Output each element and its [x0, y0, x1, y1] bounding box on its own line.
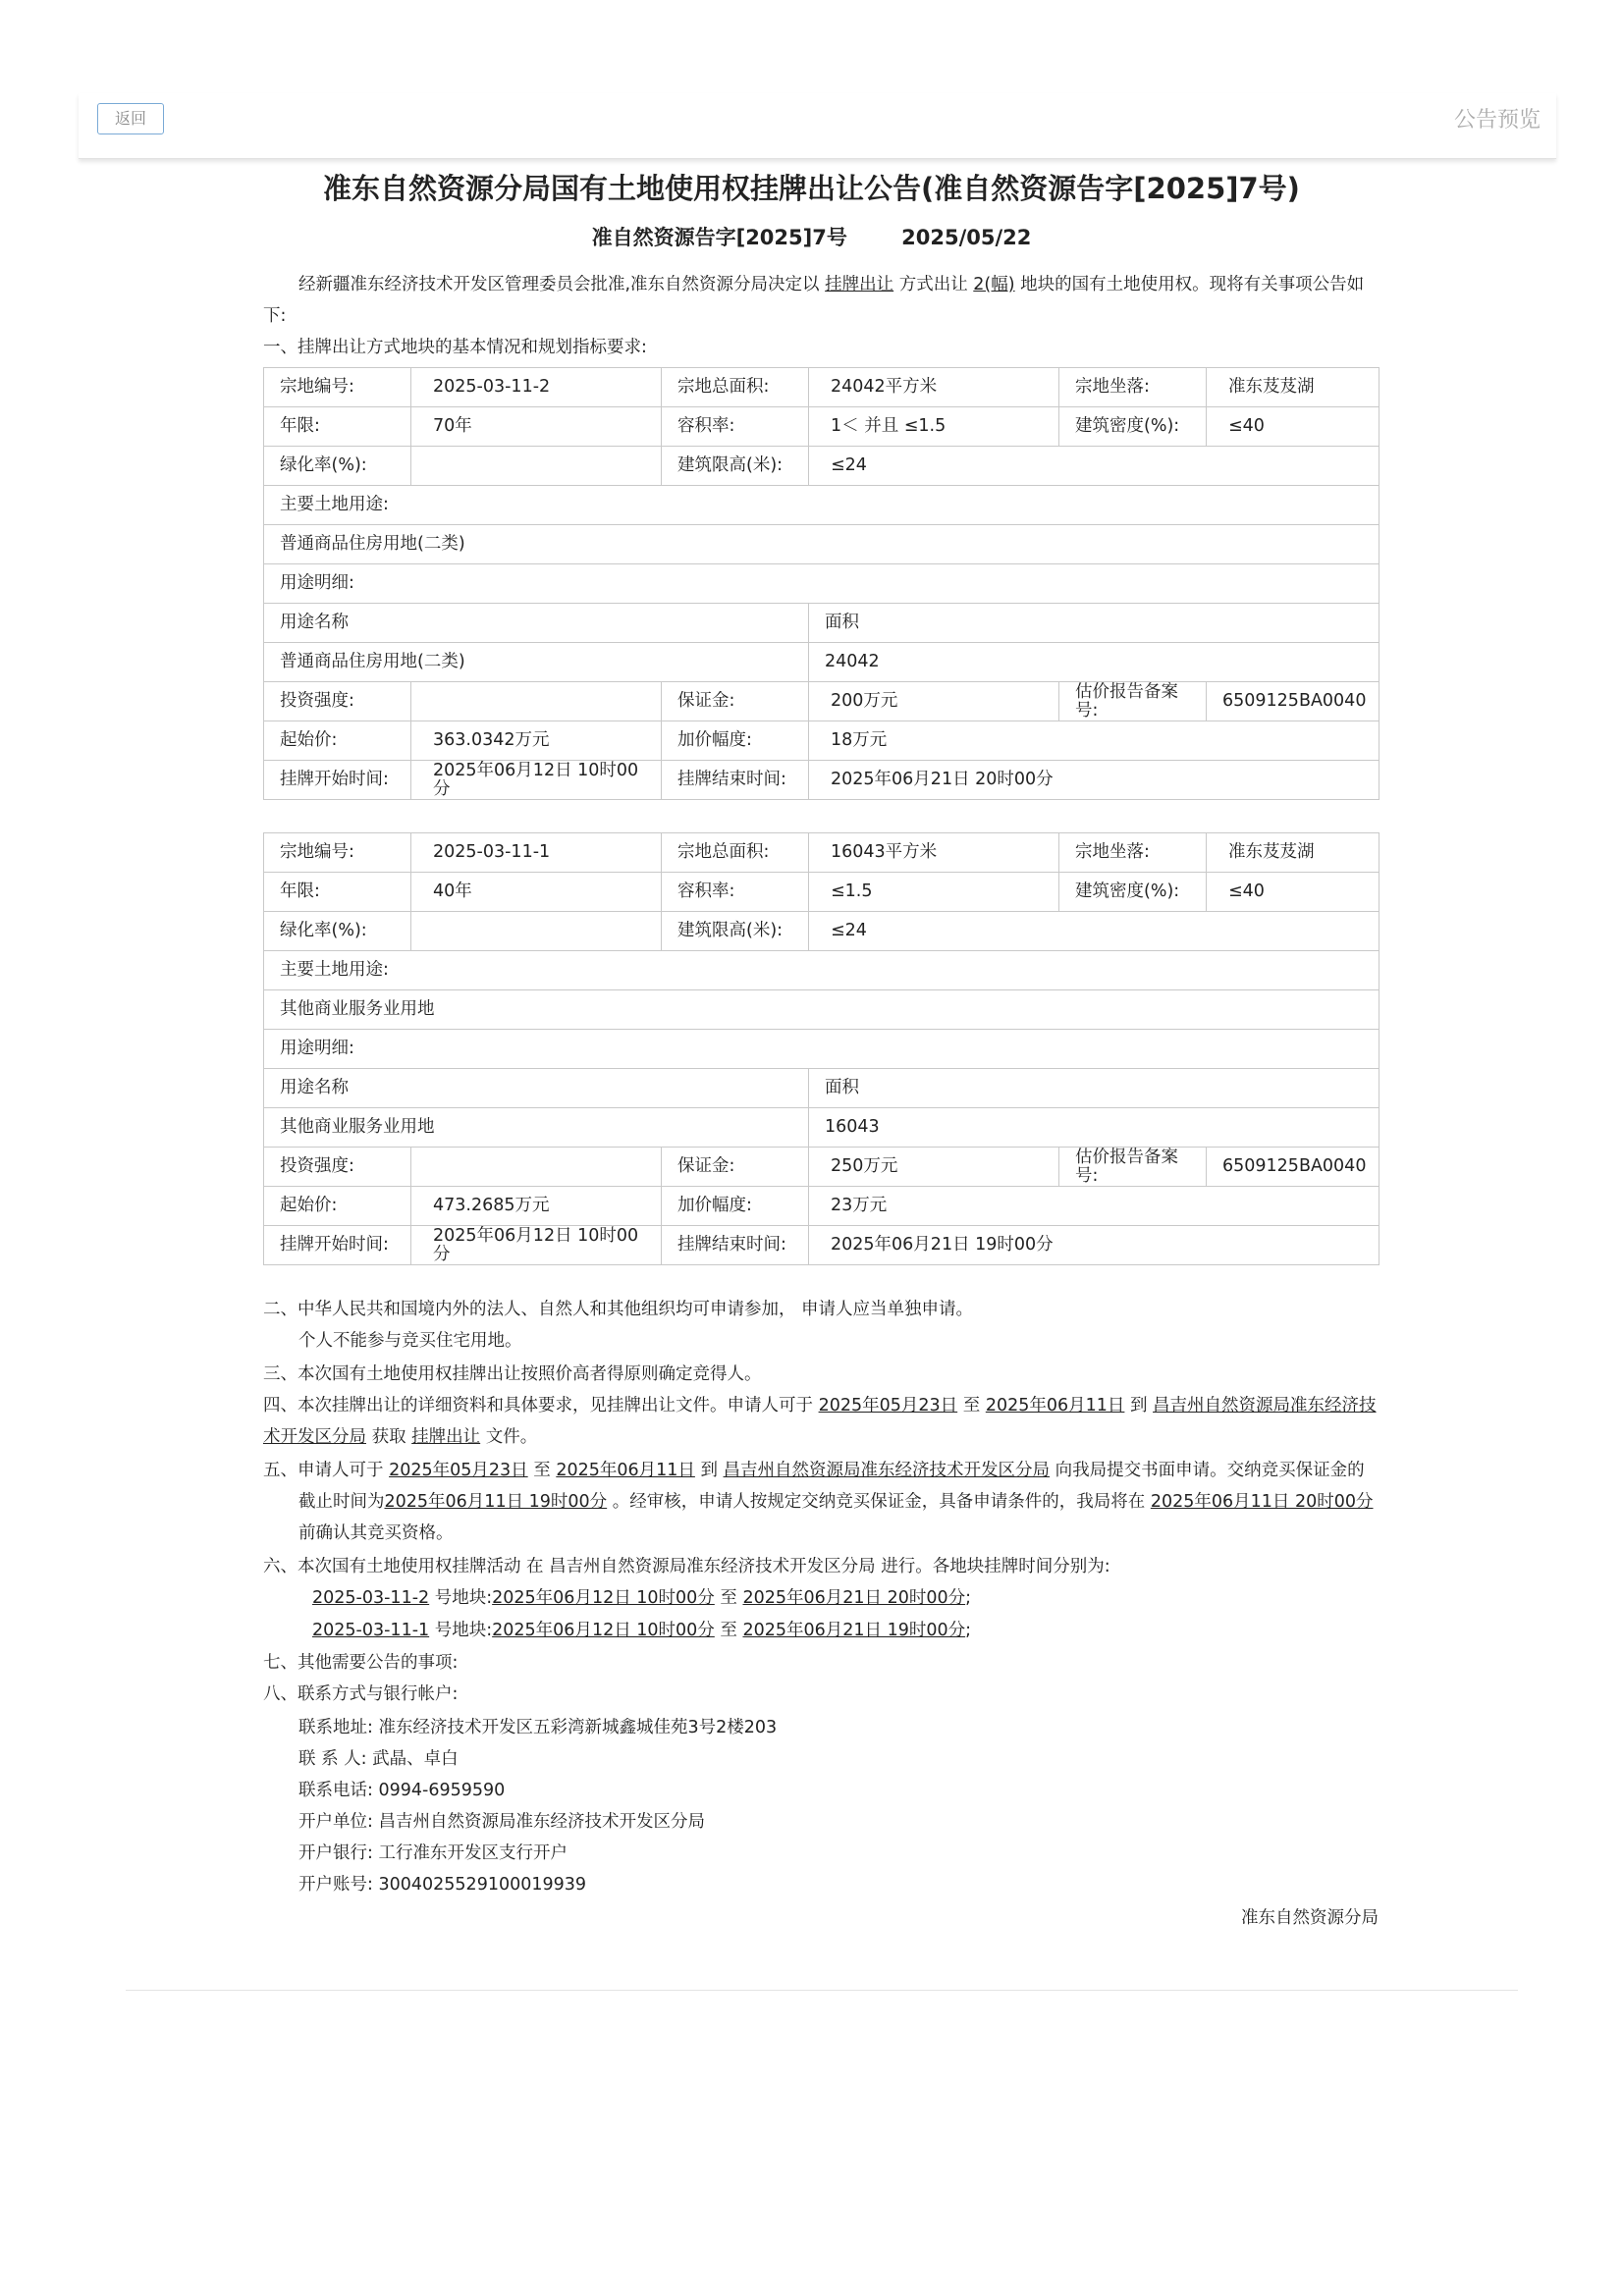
table-label: 面积	[809, 1069, 1380, 1108]
section-4	[263, 1390, 1379, 1453]
section-1-heading: 一、挂牌出让方式地块的基本情况和规划指标要求:	[263, 338, 647, 357]
table-row	[264, 721, 1380, 761]
contact-person	[298, 1743, 1379, 1775]
table-row	[264, 1226, 1380, 1265]
table-label: 容积率:	[662, 873, 809, 912]
contact-label: 开户账号:	[298, 1875, 373, 1895]
table-row	[264, 1108, 1380, 1148]
s6-text: ;	[965, 1621, 972, 1640]
intro-text: 方式出让	[898, 275, 968, 294]
section-7: 七、其他需要公告的事项:	[263, 1653, 459, 1673]
s4-text: 四、本次挂牌出让的详细资料和具体要求，见挂牌出让文件。申请人可于	[263, 1396, 813, 1415]
table-label: 用途明细:	[264, 564, 1380, 604]
table-row	[264, 912, 1380, 951]
section-6-row	[263, 1615, 1379, 1646]
table-label: 用途明细:	[264, 1030, 1380, 1069]
s5-text: 到	[700, 1461, 718, 1480]
table-label: 建筑限高(米):	[662, 447, 809, 486]
table-cell: 473.2685万元	[411, 1187, 662, 1226]
s4-text: 文件。	[485, 1427, 538, 1447]
table-label: 加价幅度:	[662, 1187, 809, 1226]
table-label: 保证金:	[662, 682, 809, 721]
table-label: 其他商业服务业用地	[264, 990, 1380, 1030]
table-cell: 18万元	[809, 721, 1380, 761]
table-label: 起始价:	[264, 721, 411, 761]
footer-divider	[126, 1990, 1518, 1991]
table-label: 挂牌开始时间:	[264, 1226, 411, 1265]
table-label: 6509125BA0040	[1207, 1148, 1380, 1187]
table-cell: 24042平方米	[809, 368, 1059, 407]
s5-date: 2025年06月11日	[556, 1461, 695, 1480]
table-label: 普通商品住房用地(二类)	[264, 525, 1380, 564]
table-cell	[411, 682, 662, 721]
s6-start: 2025年06月12日 10时00分	[492, 1588, 715, 1608]
contact-block	[263, 1712, 1379, 1900]
table-row	[264, 833, 1380, 873]
table-label: 绿化率(%):	[264, 912, 411, 951]
s6-end: 2025年06月21日 20时00分	[742, 1588, 966, 1608]
table-label: 容积率:	[662, 407, 809, 447]
table-row	[264, 682, 1380, 721]
table-cell: 2025年06月12日 10时00分	[411, 761, 662, 800]
table-cell: 16043平方米	[809, 833, 1059, 873]
intro-text: 地块的国有土地使用权。现将有关事项公告如下:	[263, 275, 1365, 326]
table-label: 年限:	[264, 407, 411, 447]
section-2-line: 二、中华人民共和国境内外的法人、自然人和其他组织均可申请参加， 申请人应当单独申请。	[263, 1300, 974, 1319]
table-label: 其他商业服务业用地	[264, 1108, 809, 1148]
table-label: 加价幅度:	[662, 721, 809, 761]
s4-place: 昌吉州自然资源局准东经济技术开发区分局	[263, 1396, 1377, 1447]
contact-value: 0994-6959590	[378, 1781, 506, 1800]
table-label: 建筑密度(%):	[1059, 407, 1207, 447]
s6-text: 号地块:	[434, 1621, 493, 1640]
s4-file: 挂牌出让	[411, 1427, 481, 1447]
table-label: 起始价:	[264, 1187, 411, 1226]
s6-text: ;	[965, 1588, 972, 1608]
s6-text: 号地块:	[434, 1588, 493, 1608]
table-label: 挂牌开始时间:	[264, 761, 411, 800]
section-3: 三、本次国有土地使用权挂牌出让按照价高者得原则确定竞得人。	[263, 1364, 762, 1384]
table-cell: 200万元	[809, 682, 1059, 721]
table-row	[264, 447, 1380, 486]
s5-text: 前确认其竞买资格。	[298, 1523, 454, 1543]
table-cell: 2025-03-11-1	[411, 833, 662, 873]
table-row	[264, 368, 1380, 407]
s6-text: 进行。各地块挂牌时间分别为:	[881, 1557, 1110, 1576]
table-row	[264, 525, 1380, 564]
table-row	[264, 407, 1380, 447]
s6-start: 2025年06月12日 10时00分	[492, 1621, 715, 1640]
contact-value: 准东经济技术开发区五彩湾新城鑫城佳苑3号2楼203	[378, 1718, 778, 1737]
table-label: 挂牌结束时间:	[662, 1226, 809, 1265]
s4-text: 获取	[371, 1427, 406, 1447]
s6-text: 六、本次国有土地使用权挂牌活动 在	[263, 1557, 544, 1576]
back-button[interactable]: 返回	[97, 103, 164, 134]
table-cell: 2025-03-11-2	[411, 368, 662, 407]
table-cell: 70年	[411, 407, 662, 447]
table-label: 估价报告备案号:	[1059, 682, 1207, 721]
s5-date: 2025年06月11日 19时00分	[384, 1492, 608, 1512]
table-cell: 准东芨芨湖	[1207, 368, 1380, 407]
contact-unit	[298, 1806, 1379, 1838]
s5-place: 昌吉州自然资源局准东经济技术开发区分局	[723, 1461, 1051, 1480]
parcel-table	[263, 832, 1380, 1265]
table-label: 宗地编号:	[264, 833, 411, 873]
intro-count: 2(幅)	[973, 275, 1015, 294]
table-label: 保证金:	[662, 1148, 809, 1187]
table-cell: 2025年06月21日 20时00分	[809, 761, 1380, 800]
intro-text: 经新疆准东经济技术开发区管理委员会批准,准东自然资源分局决定以	[298, 275, 820, 294]
contact-phone	[298, 1775, 1379, 1806]
contact-label: 开户银行:	[298, 1843, 373, 1863]
table-label: 宗地坐落:	[1059, 368, 1207, 407]
table-cell: 40年	[411, 873, 662, 912]
table-label: 挂牌结束时间:	[662, 761, 809, 800]
s4-text: 到	[1129, 1396, 1148, 1415]
table-row	[264, 643, 1380, 682]
table-cell: ≤24	[809, 912, 1380, 951]
table-row	[264, 486, 1380, 525]
s5-text: 向我局提交书面申请。交纳竞买保证金的截止时间为	[298, 1461, 1365, 1512]
table-label: 面积	[809, 604, 1380, 643]
contact-label: 联 系 人:	[298, 1749, 367, 1769]
table-row	[264, 1069, 1380, 1108]
contact-label: 开户单位:	[298, 1812, 373, 1832]
table-row	[264, 564, 1380, 604]
document-title: 准东自然资源分局国有土地使用权挂牌出让公告(准自然资源告字[2025]7号)	[323, 172, 1300, 205]
s6-parcel-no: 2025-03-11-1	[312, 1621, 430, 1640]
contact-bank	[298, 1838, 1379, 1869]
s5-text: 。经审核，申请人按规定交纳竞买保证金，具备申请条件的，我局将在	[612, 1492, 1146, 1512]
document-number: 准自然资源告字[2025]7号	[591, 226, 847, 249]
table-row	[264, 1187, 1380, 1226]
table-label: 投资强度:	[264, 682, 411, 721]
s6-text: 至	[720, 1621, 737, 1640]
table-label: 24042	[809, 643, 1380, 682]
section-8: 八、联系方式与银行帐户:	[263, 1684, 459, 1704]
s5-date: 2025年05月23日	[389, 1461, 528, 1480]
table-label: 普通商品住房用地(二类)	[264, 643, 809, 682]
s5-date: 2025年06月11日 20时00分	[1150, 1492, 1374, 1512]
table-label: 宗地坐落:	[1059, 833, 1207, 873]
table-label: 主要土地用途:	[264, 486, 1380, 525]
table-cell	[411, 447, 662, 486]
s5-text: 五、申请人可于	[263, 1461, 384, 1480]
section-6	[263, 1551, 1379, 1582]
table-label: 投资强度:	[264, 1148, 411, 1187]
contact-address	[298, 1712, 1379, 1743]
table-cell: 2025年06月21日 19时00分	[809, 1226, 1380, 1265]
contact-value: 武晶、卓白	[372, 1749, 459, 1769]
table-label: 16043	[809, 1108, 1380, 1148]
top-bar	[79, 93, 1556, 159]
table-cell: ≤40	[1207, 407, 1380, 447]
s4-date: 2025年06月11日	[985, 1396, 1125, 1415]
table-cell: ≤24	[809, 447, 1380, 486]
s4-text: 至	[962, 1396, 981, 1415]
table-label: 建筑密度(%):	[1059, 873, 1207, 912]
document-subtitle	[0, 222, 1623, 251]
table-label: 绿化率(%):	[264, 447, 411, 486]
table-label: 估价报告备案号:	[1059, 1148, 1207, 1187]
table-cell	[411, 1148, 662, 1187]
table-cell: ≤1.5	[809, 873, 1059, 912]
table-row	[264, 1148, 1380, 1187]
parcel-table	[263, 367, 1380, 800]
s6-end: 2025年06月21日 19时00分	[742, 1621, 966, 1640]
intro-paragraph	[263, 269, 1379, 332]
table-row	[264, 761, 1380, 800]
table-cell: 250万元	[809, 1148, 1059, 1187]
contact-label: 联系地址:	[298, 1718, 373, 1737]
table-row	[264, 873, 1380, 912]
intro-method: 挂牌出让	[825, 275, 894, 294]
s4-date: 2025年05月23日	[818, 1396, 958, 1415]
table-row	[264, 604, 1380, 643]
signature: 准东自然资源分局	[1241, 1908, 1379, 1928]
table-row	[264, 1030, 1380, 1069]
table-label: 用途名称	[264, 1069, 809, 1108]
table-label: 年限:	[264, 873, 411, 912]
preview-title: 公告预览	[1453, 108, 1541, 133]
contact-label: 联系电话:	[298, 1781, 373, 1800]
table-cell: ≤40	[1207, 873, 1380, 912]
contact-account	[298, 1869, 1379, 1900]
table-cell: 准东芨芨湖	[1207, 833, 1380, 873]
table-cell	[411, 912, 662, 951]
contact-value: 3004025529100019939	[378, 1875, 587, 1895]
section-5	[263, 1455, 1379, 1549]
document-date: 2025/05/22	[901, 226, 1032, 249]
contact-value: 昌吉州自然资源局准东经济技术开发区分局	[378, 1812, 705, 1832]
section-6-row	[263, 1582, 1379, 1614]
table-cell: 2025年06月12日 10时00分	[411, 1226, 662, 1265]
table-cell: 23万元	[809, 1187, 1380, 1226]
table-label: 建筑限高(米):	[662, 912, 809, 951]
table-cell: 363.0342万元	[411, 721, 662, 761]
section-2	[263, 1294, 1379, 1357]
table-label: 用途名称	[264, 604, 809, 643]
table-label: 宗地总面积:	[662, 368, 809, 407]
table-row	[264, 990, 1380, 1030]
s6-place: 昌吉州自然资源局准东经济技术开发区分局	[549, 1557, 876, 1576]
table-label: 宗地总面积:	[662, 833, 809, 873]
s6-parcel-no: 2025-03-11-2	[312, 1588, 430, 1608]
table-label: 6509125BA0040	[1207, 682, 1380, 721]
section-2-line: 个人不能参与竞买住宅用地。	[298, 1331, 522, 1351]
table-cell: 1＜ 并且 ≤1.5	[809, 407, 1059, 447]
table-row	[264, 951, 1380, 990]
table-label: 主要土地用途:	[264, 951, 1380, 990]
s5-text: 至	[533, 1461, 551, 1480]
s6-text: 至	[720, 1588, 737, 1608]
table-label: 宗地编号:	[264, 368, 411, 407]
contact-value: 工行准东开发区支行开户	[378, 1843, 568, 1863]
